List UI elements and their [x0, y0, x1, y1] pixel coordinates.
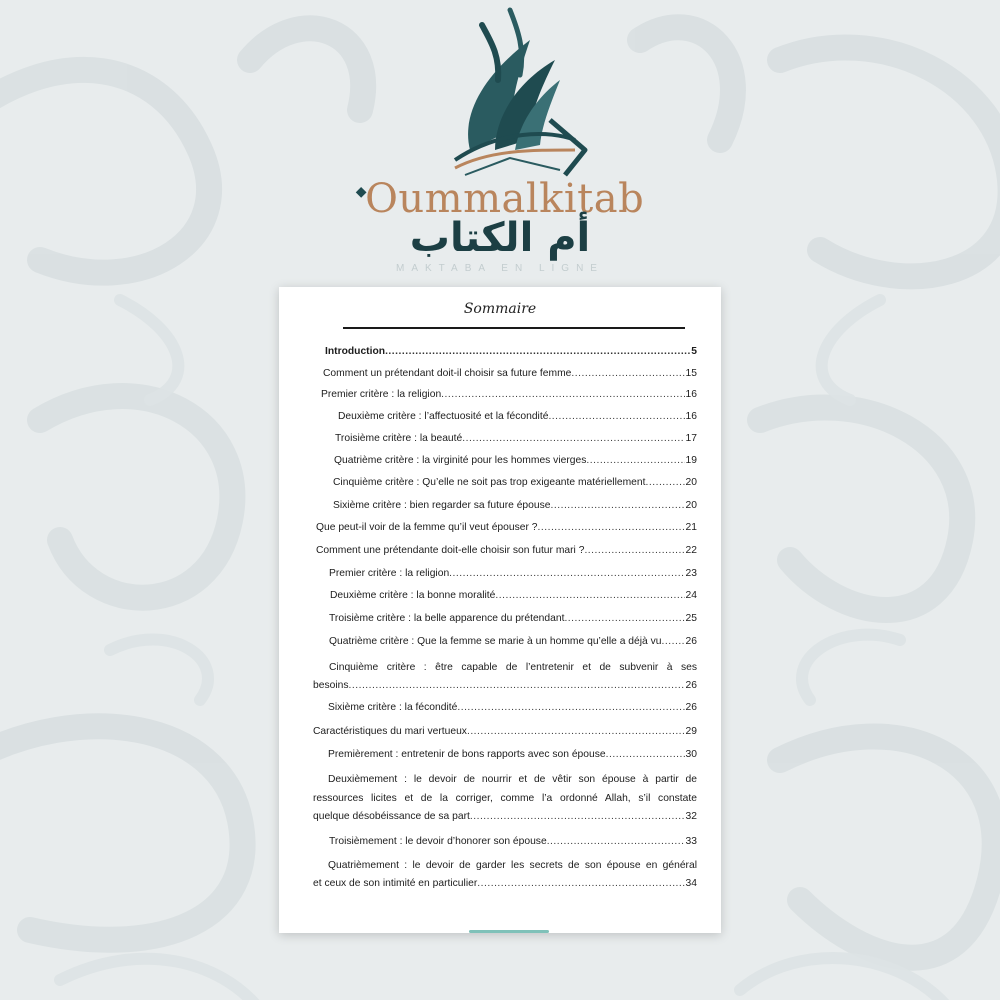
- toc-entry: [330, 589, 697, 602]
- toc-entry: [333, 499, 697, 512]
- toc-dot-leader: [606, 748, 685, 761]
- toc-dot-leader: [385, 345, 690, 358]
- toc-entry-title: Quatrième critère : Que la femme se marie à un homme qu’elle a déjà vu: [329, 636, 662, 647]
- toc-entry: [321, 388, 697, 401]
- toc-entry-title: Quatrième critère : la virginité pour les hommes vierges: [334, 455, 587, 466]
- toc-entry-title: Deuxième critère : la bonne moralité: [330, 590, 496, 601]
- toc-entry: [333, 476, 697, 489]
- toc-page-number: 16: [685, 411, 697, 422]
- toc-page-number: 24: [685, 590, 697, 601]
- toc-page-number: 26: [685, 680, 697, 691]
- toc-page-number: 22: [685, 545, 697, 556]
- toc-entry-title: Que peut-il voir de la femme qu’il veut épouser ?: [316, 522, 538, 533]
- toc-entry-line: Quatrièmement : le devoir de garder les secrets de son épouse en général: [328, 860, 697, 871]
- toc-page-number: 30: [685, 749, 697, 760]
- brand-arabic-name: أم الكتاب: [409, 215, 591, 261]
- toc-page-number: 21: [685, 522, 697, 533]
- toc-dot-leader: [547, 835, 685, 848]
- toc-dot-leader: [551, 499, 685, 512]
- toc-page-number: 19: [685, 455, 697, 466]
- toc-page-number: 26: [685, 702, 697, 713]
- toc-entry: [329, 567, 697, 580]
- toc-entry-title: Caractéristiques du mari vertueux: [313, 726, 467, 737]
- toc-entry-line: ressources licites et de la corriger, comme l’a ordonné Allah, s’il constate: [313, 793, 697, 804]
- toc-dot-leader: [662, 635, 685, 648]
- toc-entry-title: Troisièmement : le devoir d’honorer son épouse: [329, 836, 547, 847]
- toc-entry: [313, 725, 697, 738]
- toc-dot-leader: [441, 388, 684, 401]
- toc-entry-title: Comment un prétendant doit-il choisir sa future femme: [323, 368, 572, 379]
- toc-entry: [329, 635, 697, 648]
- table-of-contents-page: [279, 287, 721, 933]
- toc-dot-leader: [467, 725, 685, 738]
- toc-entry-title: Sixième critère : la fécondité: [328, 702, 458, 713]
- toc-dot-leader: [449, 567, 684, 580]
- toc-dot-leader: [564, 612, 684, 625]
- toc-entry: [313, 877, 697, 890]
- toc-page-number: 5: [691, 346, 697, 357]
- toc-entry-title: Troisième critère : la belle apparence du prétendant: [329, 613, 565, 624]
- toc-page-number: 23: [685, 568, 697, 579]
- toc-dot-leader: [477, 877, 684, 890]
- toc-entry: [313, 679, 697, 692]
- toc-entry: [338, 410, 697, 423]
- toc-entry: [335, 432, 697, 445]
- toc-entry-line: Deuxièmement : le devoir de nourrir et de vêtir son épouse à partir de: [328, 774, 697, 785]
- page-bottom-tab: [469, 930, 549, 933]
- toc-page-number: 33: [685, 836, 697, 847]
- toc-dot-leader: [470, 810, 685, 823]
- toc-entry-line: Cinquième critère : être capable de l’entretenir et de subvenir à ses: [329, 662, 697, 673]
- toc-dot-leader: [646, 476, 685, 489]
- toc-entry: [316, 544, 697, 557]
- toc-dot-leader: [495, 589, 684, 602]
- toc-page-number: 29: [685, 726, 697, 737]
- toc-entry-title: Introduction: [325, 346, 386, 357]
- toc-entry: [323, 367, 697, 380]
- toc-dot-leader: [538, 521, 685, 534]
- toc-entry: [329, 612, 697, 625]
- toc-page-number: 17: [685, 433, 697, 444]
- brand-name-text: Oummalkitab: [365, 176, 645, 222]
- toc-dot-leader: [584, 544, 684, 557]
- toc-dot-leader: [548, 410, 684, 423]
- toc-list: [279, 287, 721, 933]
- toc-dot-leader: [586, 454, 684, 467]
- brand-tagline: MAKTABA EN LIGNE: [396, 263, 604, 274]
- toc-dot-leader: [457, 701, 684, 714]
- toc-entry: [313, 810, 697, 823]
- toc-entry: [328, 701, 697, 714]
- toc-entry-title: Troisième critère : la beauté: [335, 433, 463, 444]
- toc-page-number: 32: [685, 811, 697, 822]
- toc-entry-title: Premièrement : entretenir de bons rapports avec son épouse: [328, 749, 606, 760]
- toc-dot-leader: [571, 367, 684, 380]
- toc-entry-title: Deuxième critère : l’affectuosité et la fécondité: [338, 411, 549, 422]
- toc-entry-title: quelque désobéissance de sa part: [313, 811, 470, 822]
- toc-page-number: 26: [685, 636, 697, 647]
- toc-page-number: 20: [685, 477, 697, 488]
- toc-entry-title: Premier critère : la religion: [321, 389, 442, 400]
- toc-page-number: 15: [685, 368, 697, 379]
- toc-entry-title: Comment une prétendante doit-elle choisir son futur mari ?: [316, 545, 585, 556]
- toc-entry: [328, 748, 697, 761]
- toc-page-number: 20: [685, 500, 697, 511]
- toc-entry: [325, 345, 697, 358]
- page-title: Sommaire: [463, 301, 537, 317]
- toc-entry-title: Cinquième critère : Qu’elle ne soit pas trop exigeante matériellement: [333, 477, 646, 488]
- toc-page-number: 25: [685, 613, 697, 624]
- toc-entry: [334, 454, 697, 467]
- toc-dot-leader: [462, 432, 684, 445]
- toc-entry-title: Premier critère : la religion: [329, 568, 450, 579]
- toc-dot-leader: [349, 679, 685, 692]
- toc-entry-title: Sixième critère : bien regarder sa future épouse: [333, 500, 551, 511]
- toc-entry: [316, 521, 697, 534]
- toc-entry-title: besoins: [313, 680, 349, 691]
- toc-page-number: 16: [685, 389, 697, 400]
- diamond-icon: ◆: [355, 184, 368, 200]
- toc-entry-title: et ceux de son intimité en particulier: [313, 878, 478, 889]
- toc-page-number: 34: [685, 878, 697, 889]
- toc-entry: [329, 835, 697, 848]
